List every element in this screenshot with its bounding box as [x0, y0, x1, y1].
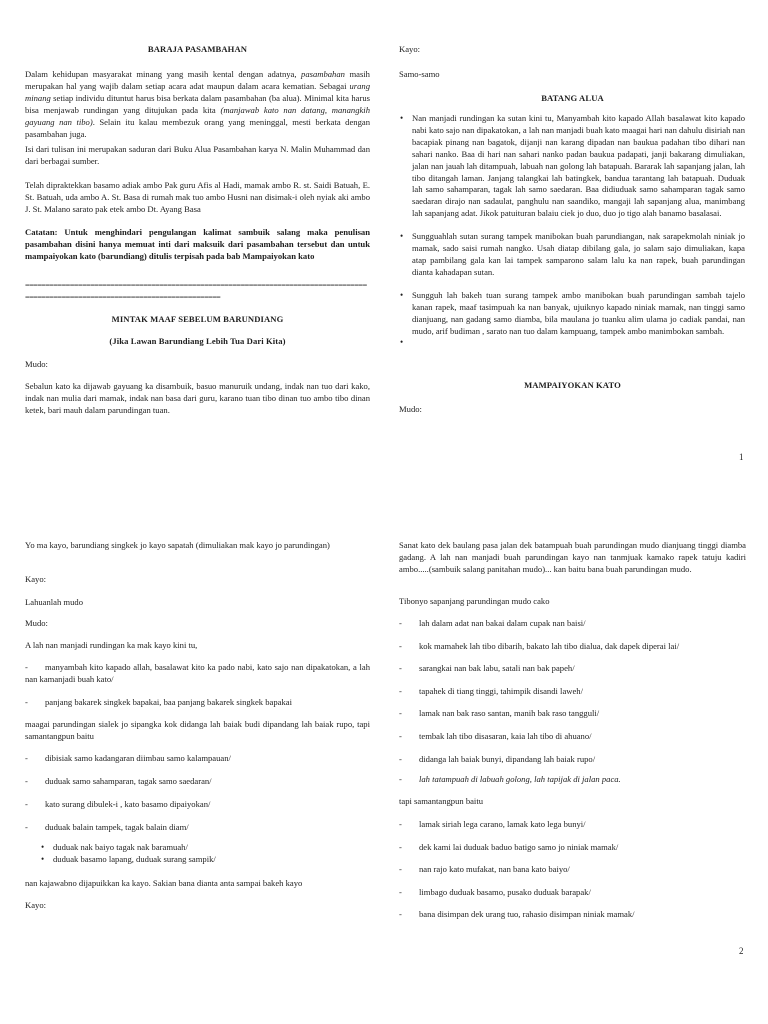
list-item: • Sungguh lah bakeh tuan surang tampek ambo manibokan buah parundingan sambah tajelo kanan rapek, maaf tasimpuah ka nan banyak, ujuiknyo kapado niniak mamak, nan tinggi samo dianjuang, nan gadang samo diamba, bila maulana jo tuanku alim ulama jo cadiak pandai, nan mudo, arif budiman , sarato nan tuo dalam kampuang, tampek ambo manimbokan sambah.	[412, 290, 745, 338]
source-paragraph: Isi dari tulisan ini merupakan saduran dari Buku Alua Pasambahan karya N. Malin Muhammad dan dari berbagai sumber.	[25, 144, 370, 166]
dash-marker: -	[25, 662, 28, 672]
dash-marker: -	[399, 841, 402, 852]
paragraph: maagai parundingan sialek jo sipangka kok didanga lah baiak budi dipandang lah baiak rupo, tapi samantangpun baitu	[25, 719, 370, 741]
dash-marker: -	[25, 799, 28, 809]
dash-marker: -	[25, 697, 28, 707]
dash-marker: -	[399, 663, 402, 674]
dash-marker: -	[25, 822, 28, 832]
section-heading-mintak-maaf: MINTAK MAAF SEBELUM BARUNDIANG	[111, 314, 284, 324]
section-heading-batang-alua: BATANG ALUA	[541, 93, 604, 103]
dash-marker: -	[399, 618, 402, 628]
verse-text: tapahek di tiang tinggi, tahimpik disandi laweh/	[419, 685, 583, 696]
speaker-label-mudo: Mudo:	[25, 618, 48, 628]
paragraph: Sanat kato dek baulang pasa jalan dek batampuah buah parundingan mudo dianjuang tinggi diamba gadang. A lah nan manjadi buah parundingan kayo nan tanmjuak kamako rapek tatuju kadiri ambo.....(sambuik salang panitahan mudo)... kan baitu bana buah parundingan mudo.	[399, 540, 746, 574]
verse-text: dibisiak samo kadangaran diimbau samo kalampauan/	[45, 753, 231, 763]
verse-text: didanga lah baiak bunyi, dipandang lah baiak rupo/	[419, 753, 596, 764]
dash-marker: -	[399, 708, 402, 719]
speaker-label-mudo: Mudo:	[25, 359, 48, 369]
verse-text: duduak samo sahamparan, tagak samo saedaran/	[45, 776, 212, 786]
separator-line: ====================================================================================================================================	[25, 281, 367, 302]
dash-verse	[25, 822, 370, 834]
paragraph: tapi samantangpun baitu	[399, 796, 484, 806]
text-segment: Dalam kehidupan masyarakat minang yang masih kental dengan adatnya,	[25, 69, 302, 79]
verse-text: kok mamahek lah tibo dibarih, bakato lah tibo dialua, dak dapek diperai lai/	[419, 640, 680, 651]
dash-marker: -	[25, 753, 28, 763]
dash-verse	[25, 662, 370, 686]
speaker-label-samo: Samo-samo	[399, 69, 440, 79]
italic-phrase: (manjawab kato nan datang, manangkih gayuang nan tibo)	[25, 104, 370, 127]
note-paragraph: Catatan: Untuk menghindari pengulangan kalimat sambuik salang maka penulisan pasambahan disini hanya memuat inti dari maksuik dari pasambahan tersebut dan untuk mampaiyokan kato (barundiang) ditulis terpisah pada bab Mampaiyokan kato	[25, 227, 370, 261]
dash-verse	[399, 731, 746, 743]
text-segment: setiap individu dituntut harus bisa berkata dalam pasambahan (ba alua). Minimal kita harus bisa menjawab rundingan yang ditujukan pada kita	[25, 92, 370, 115]
text-segment: masih merupakan hal yang wajib dalam setiap acara adat maupun dalam acara kematian. Sebagai	[25, 69, 370, 91]
list-item: • Sungguahlah sutan surang tampek manibokan buah parundiangan, nak sarapekmolah niniak jo mamak, sado saisi rumah nangko. Usah diatap dibilang gala, jo salam sajo dimuliakan, kapa atap pambilang gala kan lai tampek samparono salam lalu ka nan rapek, buah parundingan dianta kahadapan sutan.	[412, 231, 745, 279]
dash-marker: -	[399, 774, 402, 784]
page-number: 1	[739, 452, 744, 462]
italic-phrase: pasambahan	[301, 69, 345, 79]
paragraph: Yo ma kayo, barundiang singkek jo kayo sapatah (dimuliakan mak kayo jo parundingan)	[25, 540, 330, 550]
page-1	[0, 0, 768, 490]
page-title: BARAJA PASAMBAHAN	[147, 44, 248, 54]
verse-text: lah tatampuah di labuah golong, lah tapijak di jalan paca.	[419, 774, 621, 784]
speaker-label-kayo-2: Kayo:	[25, 900, 47, 910]
verse-text: manyambah kito kapado allah, basalawat kito ka pado nabi, kato sajo nan dipakatokan, a lah nan kamanjadi buah kato/	[25, 662, 370, 684]
verse-text: dek kami lai duduak baduo batigo samo jo niniak mamak/	[419, 841, 619, 852]
verse-text: tembak lah tibo disasaran, kaia lah tibo di ahuano/	[419, 731, 592, 741]
dash-verse	[399, 864, 746, 876]
speaker-label-mudo-2: Mudo:	[399, 404, 422, 414]
batang-alua-list	[412, 113, 745, 349]
practice-paragraph: Telah dipraktekkan basamo adiak ambo Pak guru Afis al Hadi, mamak ambo R. st. Saidi Batuah, E. St. Batuah, uda ambo A. St. Basa di rumah mak tuo ambo Husni nan disimak-i oleh nyiak aki ambo J. St. Malano sarato pak etek ambo Dt. Ayang Basa	[25, 180, 370, 214]
verse-text: duduak balain tampek, tagak balain diam/	[45, 822, 189, 832]
paragraph: A lah nan manjadi rundingan ka mak kayo kini tu,	[25, 640, 198, 650]
dash-verse	[399, 774, 746, 786]
dash-marker: -	[399, 731, 402, 741]
verse-text: limbago duduak basamo, pusako duduak barapak/	[419, 886, 591, 897]
dash-verse	[25, 697, 370, 709]
text-segment: . Selain itu kalau membezuk orang yang meninggal, mesti berkata dengan pasambahan juga.	[25, 116, 371, 139]
dash-marker: -	[399, 864, 402, 875]
list-item: • duduak nak baiyo tagak nak baramuah/	[53, 842, 363, 854]
speaker-label-kayo: Kayo:	[399, 44, 421, 54]
verse-text: lamak nan bak raso santan, manih bak raso tangguli/	[419, 708, 600, 719]
verse-text: bana disimpan dek urang tuo, rahasio disimpan niniak mamak/	[419, 909, 635, 920]
section-heading-mampaiyokan: MAMPAIYOKAN KATO	[524, 380, 621, 390]
verse-text: sarangkai nan bak labu, satali nan bak papeh/	[419, 663, 575, 674]
speaker-label-kayo: Kayo:	[25, 574, 47, 584]
list-item: • duduak basamo lapang, duduak surang sampik/	[53, 854, 363, 866]
section-subheading: (Jika Lawan Barundiang Lebih Tua Dari Kita)	[109, 336, 286, 346]
page-2	[0, 520, 768, 1024]
mudo-paragraph: Sebalun kato ka dijawab gayuang ka disambuik, basuo manuruik undang, indak nan tuo dari kako, indak nan mulia dari mamak, indak nan basa dari guru, karano tuan tibo dinan tuo ambo tibo dinan ketek, bari mauh dalam parundingan tuan.	[25, 381, 370, 415]
dash-marker: -	[399, 753, 402, 764]
list-item: • Nan manjadi rundingan ka sutan kini tu, Manyambah kito kapado Allah basalawat kito kapado nabi kato sajo nan dipakatokan, a lah nan manjadi buah kato maagai hari nan dahulu disiriah nan bacapiak pinang nan bagatok, dijanji nan karang dipadan nan baukua padahan tibo dihari nan sahari nanko. Baa di hari nan sahari nanko padan baukua padapati, janji bakarang dimuliakan, jalan nan jauah lah ditampuah, labuah nan golong lah batapuah. Bararak lah sapanjang jalan, lah tibo ditangah laman. Janjang talangkai lah batingkek, bandua tarantang lah batapuah. Duduak lah samo sahamparan, tagak lah samo saedaran. Baa didiuduak samo sahamparan tagak samo saedaran dirajo nan sadaulat, panghulu nan saandiko, mangaji lah sapanjang alua, manimbang lah sapanjang adat. Jikok patuituran balaiu ciek jo duo, duo jo tigo alah banamo basalasai.	[412, 113, 745, 220]
verse-text: panjang bakarek singkek bapakai, baa panjang bakarek singkek bapakai	[45, 697, 292, 707]
dash-verse	[399, 663, 746, 675]
dash-verse	[399, 819, 746, 831]
dash-marker: -	[399, 640, 402, 651]
page-number: 2	[739, 946, 744, 956]
dash-verse	[399, 618, 746, 630]
bullet-list	[53, 842, 363, 866]
paragraph: Tibonyo sapanjang parundingan mudo cako	[399, 596, 550, 606]
dash-marker: -	[25, 776, 28, 786]
dash-verse	[25, 753, 370, 765]
dash-verse	[399, 842, 746, 854]
dash-marker: -	[399, 909, 402, 920]
dash-verse	[399, 686, 746, 698]
dash-verse	[399, 887, 746, 899]
italic-phrase: urang minang	[25, 80, 370, 103]
dash-marker: -	[399, 819, 402, 829]
verse-text: kato surang dibulek-i , kato basamo dipaiyokan/	[45, 799, 211, 809]
dash-verse	[399, 909, 746, 921]
verse-text: lamak siriah lega carano, lamak kato lega bunyi/	[419, 819, 586, 829]
dash-verse	[399, 641, 746, 653]
dash-verse	[25, 799, 370, 811]
intro-paragraph	[25, 69, 370, 140]
dash-verse	[399, 708, 746, 720]
dash-marker: -	[399, 886, 402, 897]
dash-verse	[399, 754, 746, 766]
dash-verse	[25, 776, 370, 788]
dash-marker: -	[399, 685, 402, 696]
list-item-empty	[412, 337, 745, 349]
verse-text: nan rajo kato mufakat, nan bana kato baiyo/	[419, 864, 570, 875]
paragraph: nan kajawabno dijapuikkan ka kayo. Sakian bana dianta anta sampai bakeh kayo	[25, 878, 303, 888]
verse-text: lah dalam adat nan bakai dalam cupak nan baisi/	[419, 618, 586, 628]
paragraph: Lahuanlah mudo	[25, 597, 83, 607]
